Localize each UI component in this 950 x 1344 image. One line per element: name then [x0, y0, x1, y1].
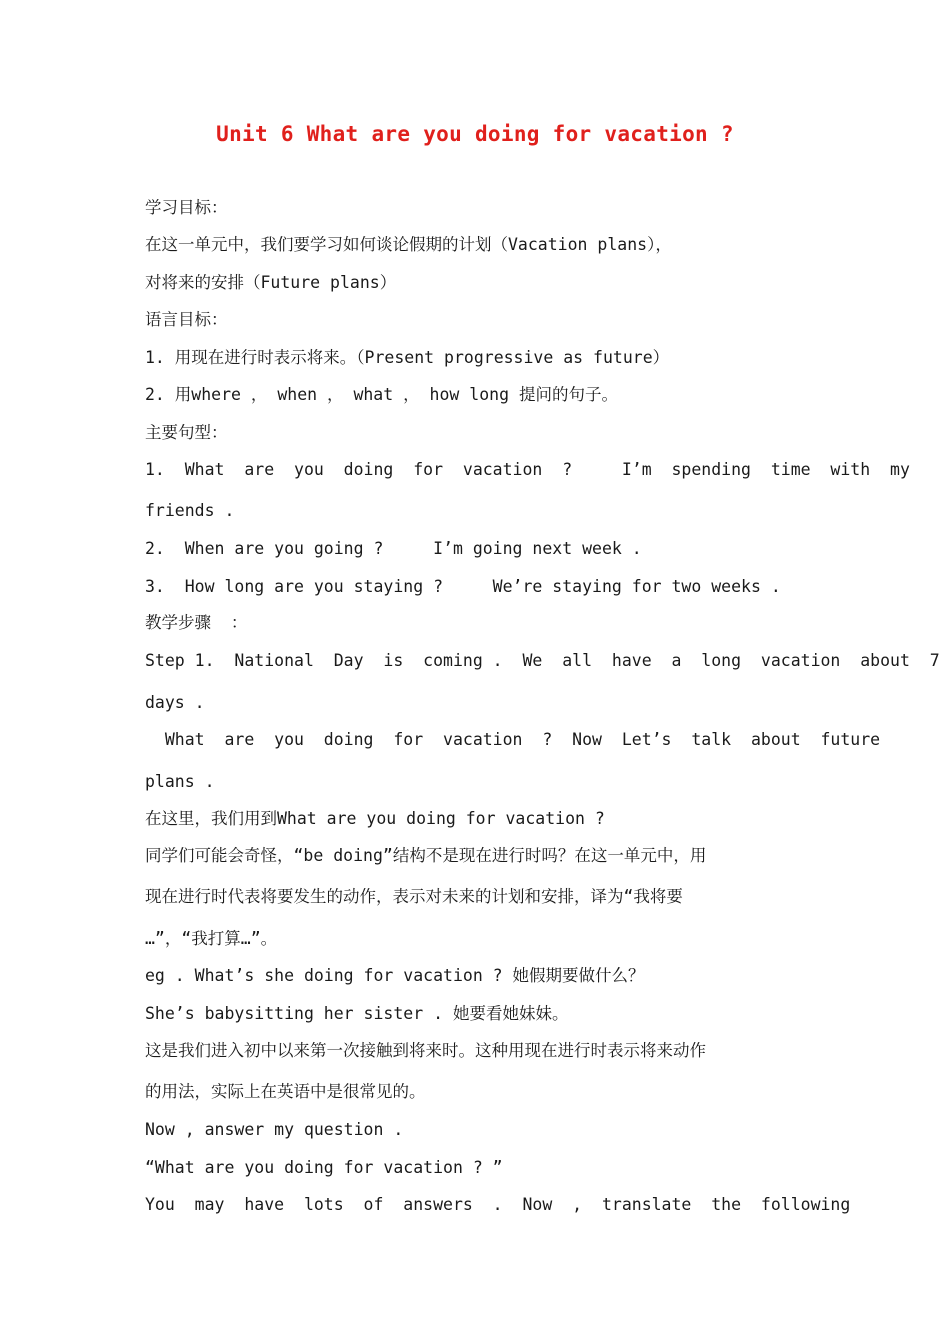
- text-line: 1. 用现在进行时表示将来。（Present progressive as future）: [145, 348, 670, 367]
- text-line: plans .: [145, 772, 215, 791]
- text-line: 3. How long are you staying ? We’re staying for two weeks .: [145, 577, 781, 596]
- text-line: Step 1. National Day is coming . We all have a long vacation about 7: [145, 651, 940, 670]
- text-line: What are you doing for vacation ? Now Let’s talk about future: [145, 730, 881, 749]
- text-line: 的用法，实际上在英语中是很常见的。: [145, 1082, 426, 1101]
- text-line: 教学步骤 ：: [145, 613, 248, 632]
- text-line: 1. What are you doing for vacation ? I’m spending time with my: [145, 460, 910, 479]
- text-line: 学习目标：: [145, 198, 228, 217]
- text-line: 现在进行时代表将要发生的动作，表示对未来的计划和安排，译为“我将要: [145, 887, 683, 906]
- text-line: 2. When are you going ? I’m going next week .: [145, 539, 642, 558]
- text-line: 这是我们进入初中以来第一次接触到将来时。这种用现在进行时表示将来动作: [145, 1041, 706, 1060]
- text-line: You may have lots of answers . Now , translate the following: [145, 1195, 851, 1214]
- text-line: She’s babysitting her sister . 她要看她妹妹。: [145, 1004, 569, 1023]
- text-line: 主要句型：: [145, 423, 228, 442]
- text-line: Now , answer my question .: [145, 1120, 404, 1139]
- text-line: 同学们可能会奇怪，“be doing”结构不是现在进行时吗？在这一单元中，用: [145, 846, 707, 865]
- text-line: “What are you doing for vacation ? ”: [145, 1158, 503, 1177]
- document-title: Unit 6 What are you doing for vacation ?: [216, 122, 734, 146]
- text-line: friends .: [145, 501, 235, 520]
- text-line: 2. 用where ， when ， what ， how long 提问的句子。: [145, 385, 618, 404]
- text-line: eg . What’s she doing for vacation ? 她假期要做什么？: [145, 966, 645, 985]
- text-line: 语言目标：: [145, 310, 228, 329]
- text-line: 对将来的安排（Future plans）: [145, 273, 397, 292]
- text-line: 在这里，我们用到What are you doing for vacation ?: [145, 809, 605, 828]
- text-line: …”，“我打算…”。: [145, 929, 278, 948]
- text-line: 在这一单元中，我们要学习如何谈论假期的计划（Vacation plans），: [145, 235, 672, 254]
- text-line: days .: [145, 693, 205, 712]
